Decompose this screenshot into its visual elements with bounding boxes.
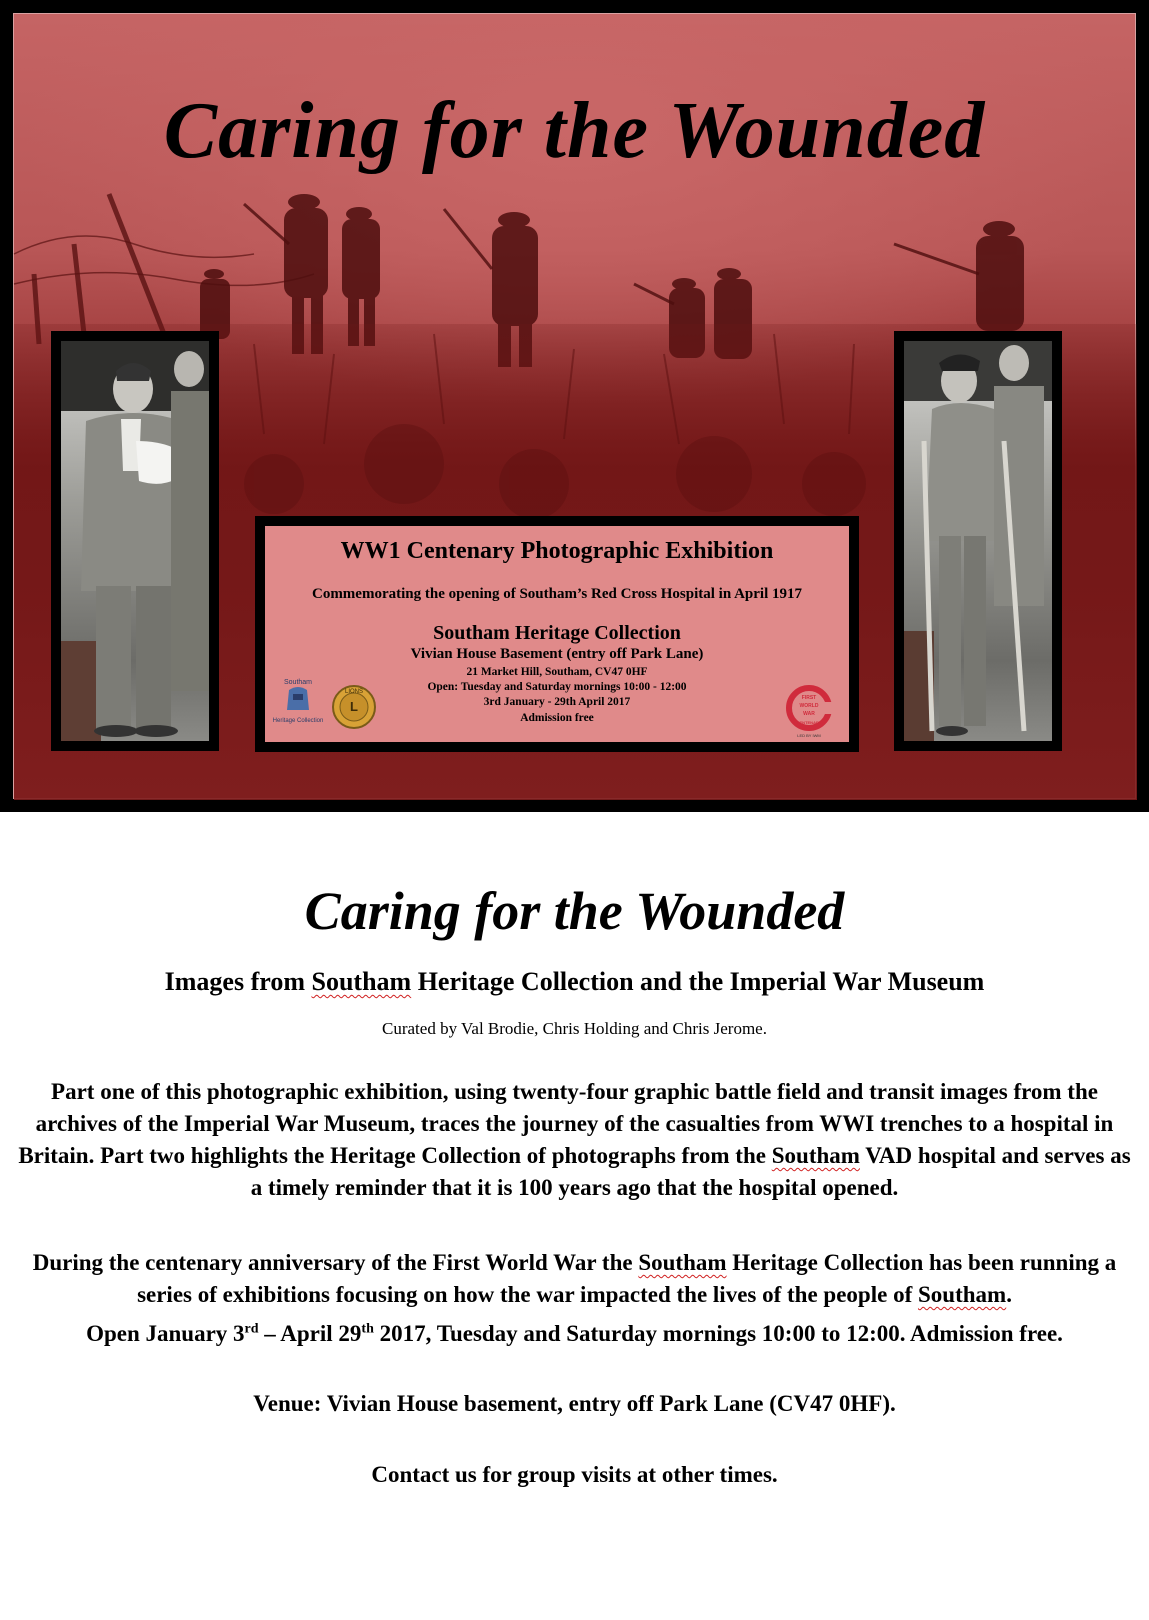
para2-part-2: Heritage Collection has been running a series of exhibitions focusing on how the war impacted the lives of the people of (137, 1250, 1117, 1307)
poster-title: Caring for the Wounded (163, 87, 986, 175)
portrait-soldier-on-crutches (894, 331, 1062, 751)
centenary-logo-war: WAR (803, 711, 815, 717)
para2-southam-2: Southam (917, 1282, 1007, 1307)
centenary-logo-world: WORLD (799, 703, 819, 709)
open-part-1: Open January 3 (86, 1321, 245, 1346)
open-sup-th: th (361, 1321, 374, 1337)
heritage-logo-bottom-text: Heritage Collection (272, 718, 324, 724)
opening-dates-line (18, 1318, 1131, 1350)
document-subtitle (0, 967, 1149, 997)
open-part-3: 2017, Tuesday and Saturday mornings 10:00 to 12:00. Admission free. (373, 1321, 1063, 1346)
exhibition-info-panel (265, 526, 849, 742)
document-title: Caring for the Wounded (304, 881, 845, 941)
poster-background (13, 13, 1136, 799)
centenary-logo-first: FIRST (801, 695, 817, 701)
admission-text: Admission free (520, 712, 594, 724)
heritage-collection-logo (272, 676, 324, 738)
para2-part-1: During the centenary anniversary of the First World War the (32, 1250, 639, 1275)
para2-southam-1: Southam (638, 1250, 727, 1275)
subtitle-southam: Southam (311, 967, 412, 996)
heritage-logo-top-text: Southam (283, 679, 313, 686)
venue-text: Vivian House Basement (entry off Park Lane) (410, 646, 704, 662)
opening-hours-text: Open: Tuesday and Saturday mornings 10:00 - 12:00 (427, 681, 687, 693)
svg-text:L: L (350, 699, 358, 714)
organisation-name: Southam Heritage Collection (433, 622, 681, 644)
subtitle-part-2: Heritage Collection and the Imperial War Museum (411, 967, 985, 996)
lions-club-logo (331, 684, 377, 730)
para2-part-3: . (1006, 1282, 1012, 1307)
centenary-logo-word: CENTENARY (796, 720, 822, 725)
address-text: 21 Market Hill, Southam, CV47 0HF (466, 666, 648, 678)
exhibition-title: WW1 Centenary Photographic Exhibition (340, 538, 774, 564)
first-world-war-centenary-logo (779, 684, 839, 740)
open-part-2: – April 29 (258, 1321, 362, 1346)
photo-soldier-with-sling (61, 341, 209, 741)
para1-part-1: Part one of this photographic exhibition, using twenty-four graphic battle field and transit images from the archives of the Imperial War Museum, traces the journey of the casualties from WWI trenches to a hospital in Britain. Part two highlights the Heritage Collection of photographs from the (18, 1079, 1114, 1168)
commemorating-text: Commemorating the opening of Southam’s Red Cross Hospital in April 1917 (311, 586, 803, 602)
contact-line: Contact us for group visits at other times. (371, 1462, 778, 1487)
photo-soldier-with-crutches (904, 341, 1052, 741)
exhibition-info-box (255, 516, 859, 752)
venue-line: Venue: Vivian House basement, entry off Park Lane (CV47 0HF). (253, 1391, 896, 1416)
dates-text: 3rd January - 29th April 2017 (483, 696, 631, 708)
open-sup-rd: rd (244, 1321, 259, 1337)
subtitle-part-1: Images from (164, 967, 312, 996)
curated-by-line: Curated by Val Brodie, Chris Holding and Chris Jerome. (382, 1019, 767, 1038)
para1-part-2: VAD hospital and serves as a timely reminder that it is 100 years ago that the hospital opened. (250, 1143, 1131, 1200)
centenary-logo-led-by: LED BY IWM (797, 733, 821, 738)
paragraph-centenary (18, 1247, 1131, 1311)
paragraph-part-one (18, 1076, 1131, 1204)
portrait-wounded-soldier-sling (51, 331, 219, 751)
lions-logo-text: LIONS (344, 689, 364, 695)
para1-southam: Southam (771, 1143, 860, 1168)
